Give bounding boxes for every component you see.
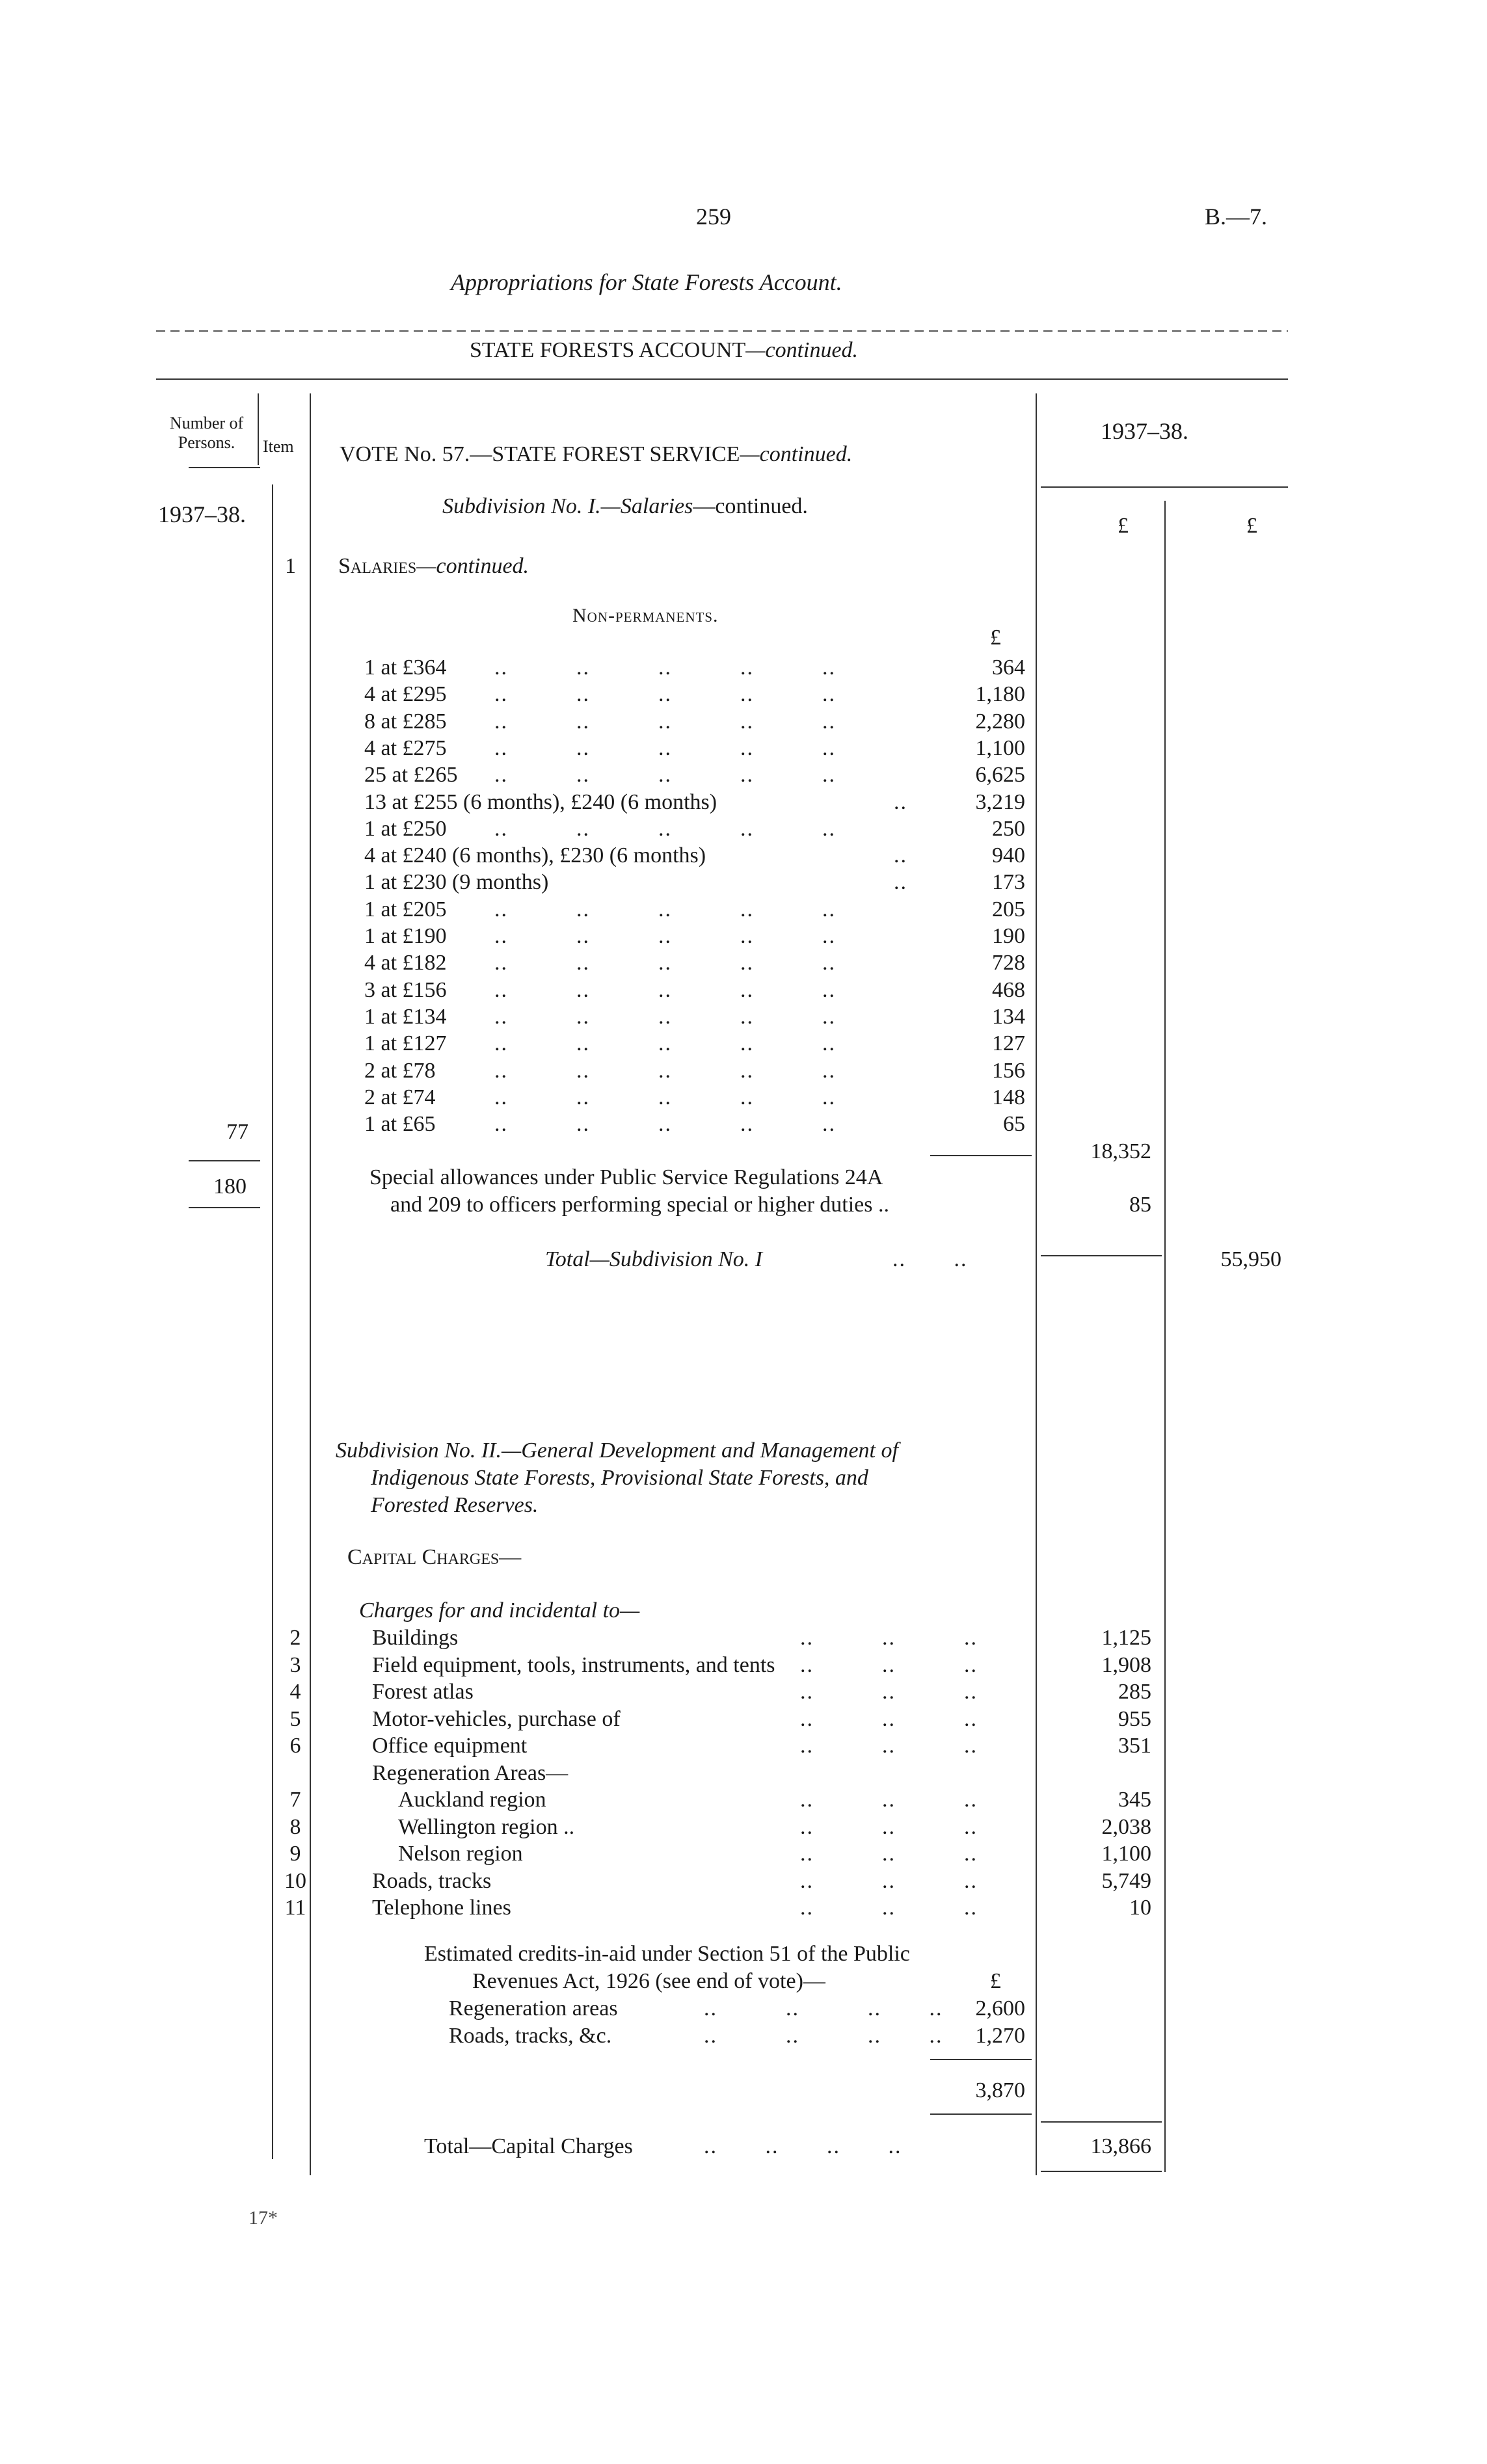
- salary-row-amount: 6,625: [975, 763, 1025, 787]
- capital-item-number: 10: [284, 1869, 306, 1893]
- salary-row-label: 4 at £240 (6 months), £230 (6 months): [364, 843, 706, 868]
- credit-row-dots: .. .. .. ..: [704, 1996, 943, 2020]
- signature-mark: 17*: [248, 2207, 278, 2229]
- salary-row-label: 8 at £285: [364, 709, 447, 734]
- salary-row-dots: .. .. .. .. ..: [494, 1112, 836, 1136]
- persons-column-divider: [272, 484, 273, 2159]
- subdivision-1-total-rule: [1041, 1255, 1162, 1256]
- capital-item-number: 7: [289, 1788, 301, 1812]
- non-permanents-label: Non-permanents.: [572, 605, 719, 626]
- capital-item-amount: 5,749: [1101, 1869, 1151, 1893]
- capital-item-amount: 1,125: [1101, 1626, 1151, 1650]
- capital-item-number: 6: [289, 1734, 301, 1758]
- salary-row-amount: 468: [992, 978, 1025, 1002]
- subdivision-2-heading-2: Indigenous State Forests, Provisional State Forests, and: [371, 1466, 868, 1490]
- salary-subtotal: 18,352: [1090, 1139, 1151, 1163]
- capital-total-top-rule: [1041, 2121, 1162, 2123]
- persons-77: 77: [226, 1120, 248, 1144]
- salary-row-label: 4 at £182: [364, 951, 447, 975]
- special-allowances-amount: 85: [1129, 1193, 1151, 1217]
- salary-row-label: 1 at £127: [364, 1031, 447, 1055]
- item-header: Item: [263, 437, 294, 456]
- salary-row-dots: .. .. .. .. ..: [494, 978, 836, 1002]
- capital-total: 13,866: [1090, 2134, 1151, 2158]
- salary-row-dots: .. .. .. .. ..: [494, 736, 836, 760]
- credit-row-label: Roads, tracks, &c.: [449, 2024, 612, 2048]
- special-allowances-line-2: and 209 to officers performing special or higher duties ..: [390, 1193, 889, 1217]
- credits-total-rule: [930, 2059, 1032, 2060]
- capital-item-label: Nelson region: [398, 1842, 523, 1866]
- salary-row-dots: .. .. .. .. ..: [494, 1031, 836, 1055]
- capital-item-label: Wellington region ..: [398, 1815, 575, 1839]
- salary-row-label: 4 at £275: [364, 736, 447, 760]
- salary-row-dots: .. .. .. .. ..: [494, 709, 836, 734]
- salary-row-dots: .. .. .. .. ..: [494, 682, 836, 706]
- amount-column-divider: [1164, 501, 1166, 2172]
- salary-row-dots: .. .. .. .. ..: [494, 1085, 836, 1109]
- special-allowances-line-1: Special allowances under Public Service Regulations 24A: [369, 1165, 883, 1189]
- persons-total-rule: [189, 1207, 260, 1208]
- account-title: STATE FORESTS ACCOUNT—continued.: [470, 338, 859, 362]
- subdivision-1-total-label: Total—Subdivision No. I: [545, 1247, 763, 1271]
- salary-row-dots: .. .. .. .. ..: [494, 897, 836, 921]
- salary-row-label: 2 at £78: [364, 1059, 436, 1083]
- capital-item-dots: .. .. ..: [800, 1734, 978, 1758]
- credits-pound: £: [990, 1969, 1001, 1993]
- capital-item-dots: .. .. ..: [800, 1653, 978, 1677]
- salary-row-amount: 65: [1003, 1112, 1025, 1136]
- charges-incidental-label: Charges for and incidental to—: [359, 1598, 640, 1623]
- salary-pound-header: £: [990, 626, 1001, 650]
- capital-item-number: 8: [289, 1815, 301, 1839]
- capital-item-label: Roads, tracks: [372, 1869, 492, 1893]
- capital-item-number: 11: [284, 1896, 306, 1920]
- capital-item-dots: .. .. ..: [800, 1869, 978, 1893]
- salary-row-amount: 190: [992, 924, 1025, 948]
- salary-row-label: 1 at £250: [364, 817, 447, 841]
- salary-row-label: 1 at £230 (9 months): [364, 870, 549, 894]
- salaries-label: Salaries—continued.: [338, 554, 529, 578]
- salary-row-dots: .. .. .. .. ..: [494, 924, 836, 948]
- capital-item-number: 2: [289, 1626, 301, 1650]
- capital-item-number: 9: [289, 1842, 301, 1866]
- salary-row-amount: 1,180: [975, 682, 1025, 706]
- credit-row-dots: .. .. .. ..: [704, 2024, 943, 2048]
- year-header-rule: [1041, 486, 1288, 488]
- salary-row-amount: 205: [992, 897, 1025, 921]
- capital-item-dots: .. .. ..: [800, 1707, 978, 1731]
- year-header: 1937–38.: [1101, 418, 1188, 444]
- persons-year-header: 1937–38.: [158, 501, 246, 527]
- credits-line-2: Revenues Act, 1926 (see end of vote)—: [472, 1969, 825, 1993]
- pound-column-b: £: [1246, 514, 1257, 538]
- salary-row-amount: 940: [992, 843, 1025, 868]
- document-reference: B.—7.: [1205, 204, 1268, 230]
- credits-bottom-rule: [930, 2113, 1032, 2115]
- capital-item-label: Motor-vehicles, purchase of: [372, 1707, 621, 1731]
- capital-item-number: 4: [289, 1680, 301, 1704]
- persons-header-rule: [189, 467, 260, 468]
- persons-header-divider: [258, 393, 259, 465]
- salary-row-dots: .. .. .. .. ..: [494, 951, 836, 975]
- salary-row-label: 25 at £265: [364, 763, 458, 787]
- salary-row-label: 4 at £295: [364, 682, 447, 706]
- salary-row-label: 1 at £65: [364, 1112, 436, 1136]
- salary-row-amount: 1,100: [975, 736, 1025, 760]
- salary-row-dots: ..: [894, 870, 907, 894]
- subdivision-1-total: 55,950: [1220, 1247, 1281, 1271]
- salary-row-dots: ..: [894, 790, 907, 814]
- capital-item-amount: 345: [1118, 1788, 1151, 1812]
- salary-row-dots: ..: [894, 843, 907, 868]
- salary-subtotal-rule: [930, 1155, 1032, 1156]
- capital-item-amount: 285: [1118, 1680, 1151, 1704]
- header-rule: [156, 330, 1288, 332]
- capital-charges-label: Capital Charges—: [347, 1545, 522, 1569]
- salary-row-dots: .. .. .. .. ..: [494, 1005, 836, 1029]
- table-top-rule: [156, 378, 1288, 380]
- item-column-divider: [310, 393, 311, 2175]
- credit-row-amount: 1,270: [975, 2024, 1025, 2048]
- salary-row-dots: .. .. .. .. ..: [494, 1059, 836, 1083]
- capital-item-amount: 1,908: [1101, 1653, 1151, 1677]
- salary-row-amount: 2,280: [975, 709, 1025, 734]
- credit-row-label: Regeneration areas: [449, 1996, 618, 2020]
- description-column-divider: [1036, 393, 1037, 2175]
- capital-item-dots: .. .. ..: [800, 1896, 978, 1920]
- capital-item-label: Office equipment: [372, 1734, 528, 1758]
- credit-row-amount: 2,600: [975, 1996, 1025, 2020]
- credits-line-1: Estimated credits-in-aid under Section 51 of the Public: [424, 1942, 910, 1966]
- pound-column-a: £: [1118, 514, 1129, 538]
- capital-item-amount: 10: [1129, 1896, 1151, 1920]
- salary-row-amount: 156: [992, 1059, 1025, 1083]
- capital-item-number: 3: [289, 1653, 301, 1677]
- credits-total: 3,870: [975, 2078, 1025, 2102]
- capital-item-amount: 2,038: [1101, 1815, 1151, 1839]
- salary-row-dots: .. .. .. .. ..: [494, 817, 836, 841]
- subdivision-1-heading: Subdivision No. I.—Salaries—continued.: [442, 494, 808, 518]
- salary-row-dots: .. .. .. .. ..: [494, 763, 836, 787]
- capital-item-dots: .. .. ..: [800, 1626, 978, 1650]
- capital-item-dots: .. .. ..: [800, 1815, 978, 1839]
- capital-item-amount: 1,100: [1101, 1842, 1151, 1866]
- vote-title: VOTE No. 57.—STATE FOREST SERVICE—continued.: [340, 442, 853, 466]
- capital-item-number: 5: [289, 1707, 301, 1731]
- capital-item-dots: .. .. ..: [800, 1788, 978, 1812]
- capital-total-label: Total—Capital Charges: [424, 2134, 633, 2158]
- capital-item-dots: .. .. ..: [800, 1842, 978, 1866]
- subdivision-2-heading-3: Forested Reserves.: [371, 1493, 539, 1517]
- salary-row-dots: .. .. .. .. ..: [494, 656, 836, 680]
- regeneration-areas-label: Regeneration Areas—: [372, 1761, 569, 1785]
- salary-row-amount: 134: [992, 1005, 1025, 1029]
- page-number: 259: [696, 204, 731, 230]
- salary-row-label: 1 at £205: [364, 897, 447, 921]
- total-leader-dots: .. ..: [892, 1247, 968, 1271]
- page-title: Appropriations for State Forests Account.: [451, 269, 842, 295]
- salary-row-amount: 127: [992, 1031, 1025, 1055]
- subdivision-2-heading-1: Subdivision No. II.—General Development and Management of: [336, 1438, 898, 1463]
- capital-item-label: Telephone lines: [372, 1896, 511, 1920]
- salary-row-label: 1 at £190: [364, 924, 447, 948]
- salary-row-amount: 173: [992, 870, 1025, 894]
- salary-row-label: 2 at £74: [364, 1085, 436, 1109]
- salary-row-amount: 364: [992, 656, 1025, 680]
- capital-item-amount: 955: [1118, 1707, 1151, 1731]
- item-number-1: 1: [285, 554, 296, 578]
- number-of-persons-header: Number of Persons.: [169, 414, 244, 452]
- capital-item-label: Auckland region: [398, 1788, 546, 1812]
- salary-row-amount: 148: [992, 1085, 1025, 1109]
- salary-row-amount: 728: [992, 951, 1025, 975]
- capital-item-dots: .. .. ..: [800, 1680, 978, 1704]
- persons-subtotal-rule: [189, 1160, 260, 1161]
- salary-row-amount: 3,219: [975, 790, 1025, 814]
- capital-item-amount: 351: [1118, 1734, 1151, 1758]
- capital-total-bottom-rule: [1041, 2171, 1162, 2172]
- salary-row-amount: 250: [992, 817, 1025, 841]
- capital-item-label: Forest atlas: [372, 1680, 474, 1704]
- salary-row-label: 3 at £156: [364, 978, 447, 1002]
- capital-item-label: Field equipment, tools, instruments, and tents: [372, 1653, 775, 1677]
- capital-total-dots: .. .. .. ..: [704, 2134, 902, 2158]
- persons-180: 180: [213, 1174, 247, 1199]
- capital-item-label: Buildings: [372, 1626, 459, 1650]
- salary-row-label: 1 at £134: [364, 1005, 447, 1029]
- salary-row-label: 13 at £255 (6 months), £240 (6 months): [364, 790, 717, 814]
- salary-row-label: 1 at £364: [364, 656, 447, 680]
